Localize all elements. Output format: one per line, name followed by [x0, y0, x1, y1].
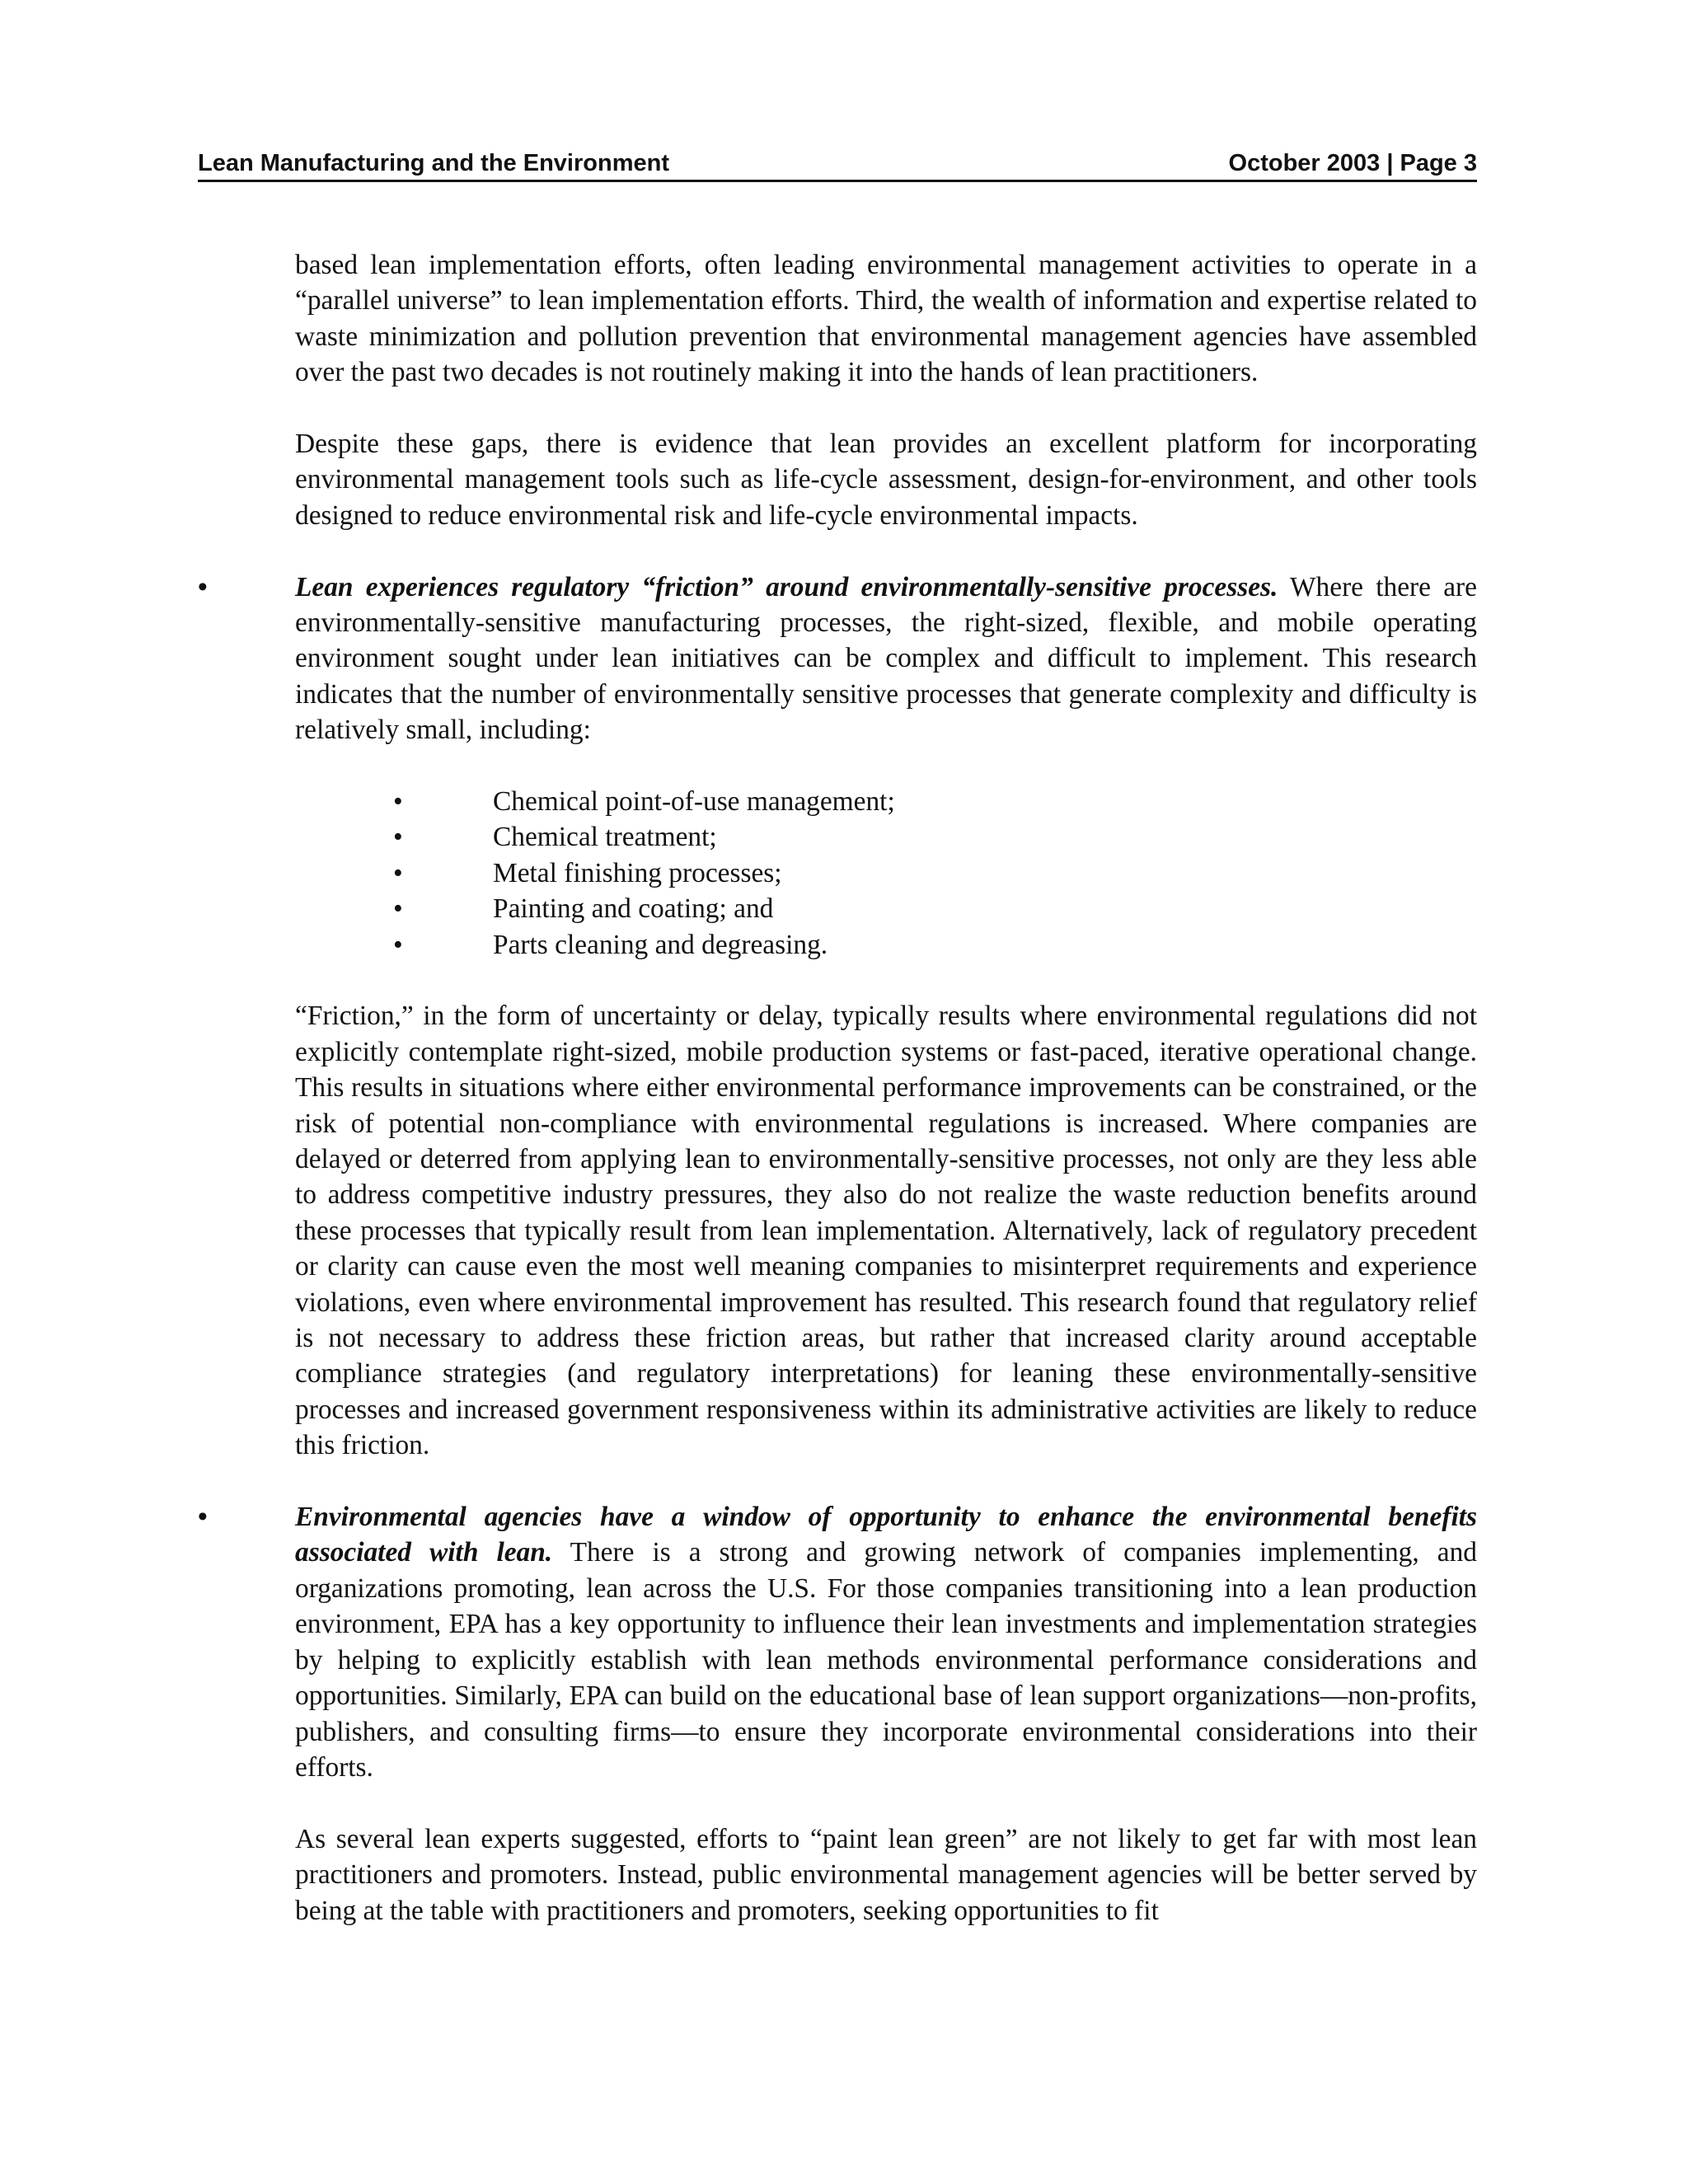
list-item-text: Parts cleaning and degreasing.: [493, 929, 828, 960]
list-item: [295, 927, 1477, 963]
bullet-marker: •: [198, 1502, 208, 1533]
list-item-text: Chemical treatment;: [493, 822, 717, 853]
paragraph-parallel-universe: based lean implementation efforts, often leading environmental management activities to operate in a “parallel universe” to lean implementation efforts. Third, the wealth of information and expertise related to waste minimization and pollution prevention that environmental management agencies have assembled over the past two decades is not routinely making it into the hands of lean practitioners.: [295, 250, 1477, 388]
date-page-label: October 2003 | Page 3: [1228, 150, 1477, 176]
list-item-text: Metal finishing processes;: [493, 857, 782, 888]
bullet-paragraph: [295, 569, 1477, 748]
list-item: [295, 819, 1477, 855]
body-text: [198, 247, 1477, 1929]
running-header: [198, 147, 1477, 182]
paragraph-despite-gaps: Despite these gaps, there is evidence that lean provides an excellent platform for incorporating environmental management tools such as life-cycle assessment, design-for-environment, and other tools designed to reduce environmental risk and life-cycle environmental impacts.: [295, 429, 1477, 531]
bullet-paragraph: [295, 1499, 1477, 1785]
paragraph-friction: “Friction,” in the form of uncertainty or delay, typically results where environmental regulations did not explicitly contemplate right-sized, mobile production systems or fast-paced, iterative operational change. This results in situations where either environmental performance improvements can be constrained, or the risk of potential non-compliance with environmental regulations is increased. Where companies are delayed or deterred from applying lean to environmentally-sensitive processes, not only are they less able to address competitive industry pressures, they also do not realize the waste reduction benefits around these processes that typically result from lean implementation. Alternatively, lack of regulatory precedent or clarity can cause even the most well meaning companies to misinterpret requirements and experience violations, even where environmental improvement has resulted. This research found that regulatory relief is not necessary to address these friction areas, but rather that increased clarity around acceptable compliance strategies (and regulatory interpretations) for leaning these environmentally-sensitive processes and increased government responsiveness within its administrative activities are likely to reduce this friction.: [295, 1001, 1477, 1461]
bullet-marker: •: [393, 893, 403, 925]
list-item: [295, 891, 1477, 926]
list-item: [295, 784, 1477, 819]
list-item-text: Chemical point-of-use management;: [493, 786, 895, 818]
bullet-regulatory-friction: [198, 569, 1477, 748]
bullet-marker: •: [393, 857, 403, 888]
bullet-body: There is a strong and growing network of companies implementing, and organizations promoting, lean across the U.S. For those companies transitioning into a lean production environment, EPA has a key opportunity to influence their lean investments and implementation strategies by helping to explicitly establish with lean methods environmental performance considerations and opportunities. Similarly, EPA can build on the educational base of lean support organizations—non-profits, publishers, and consulting firms—to ensure they incorporate environmental considerations into their efforts.: [295, 1537, 1477, 1783]
sensitive-process-list: [295, 784, 1477, 963]
list-item: [295, 855, 1477, 891]
bullet-lead: Lean experiences regulatory “friction” around environmentally-sensitive processes.: [295, 571, 1278, 602]
document-title: Lean Manufacturing and the Environment: [198, 150, 669, 176]
bullet-marker: •: [393, 929, 403, 960]
bullet-lead: Environmental agencies have a window of opportunity to enhance the environmental benefits associated with lean.: [295, 1502, 1477, 1568]
bullet-marker: •: [198, 571, 208, 602]
bullet-body: Where there are environmentally-sensitive manufacturing processes, the right-sized, flexible, and mobile operating environment sought under lean initiatives can be complex and difficult to implement. This research indicates that the number of environmentally sensitive processes that generate complexity and difficulty is relatively small, including:: [295, 571, 1477, 746]
list-item-text: Painting and coating; and: [493, 893, 774, 925]
bullet-window-of-opportunity: [198, 1499, 1477, 1785]
bullet-marker: •: [393, 786, 403, 818]
paragraph-paint-lean-green: As several lean experts suggested, efforts to “paint lean green” are not likely to get far with most lean practitioners and promoters. Instead, public environmental management agencies will be better served by being at the table with practitioners and promoters, seeking opportunities to fit: [295, 1823, 1477, 1926]
bullet-marker: •: [393, 822, 403, 853]
